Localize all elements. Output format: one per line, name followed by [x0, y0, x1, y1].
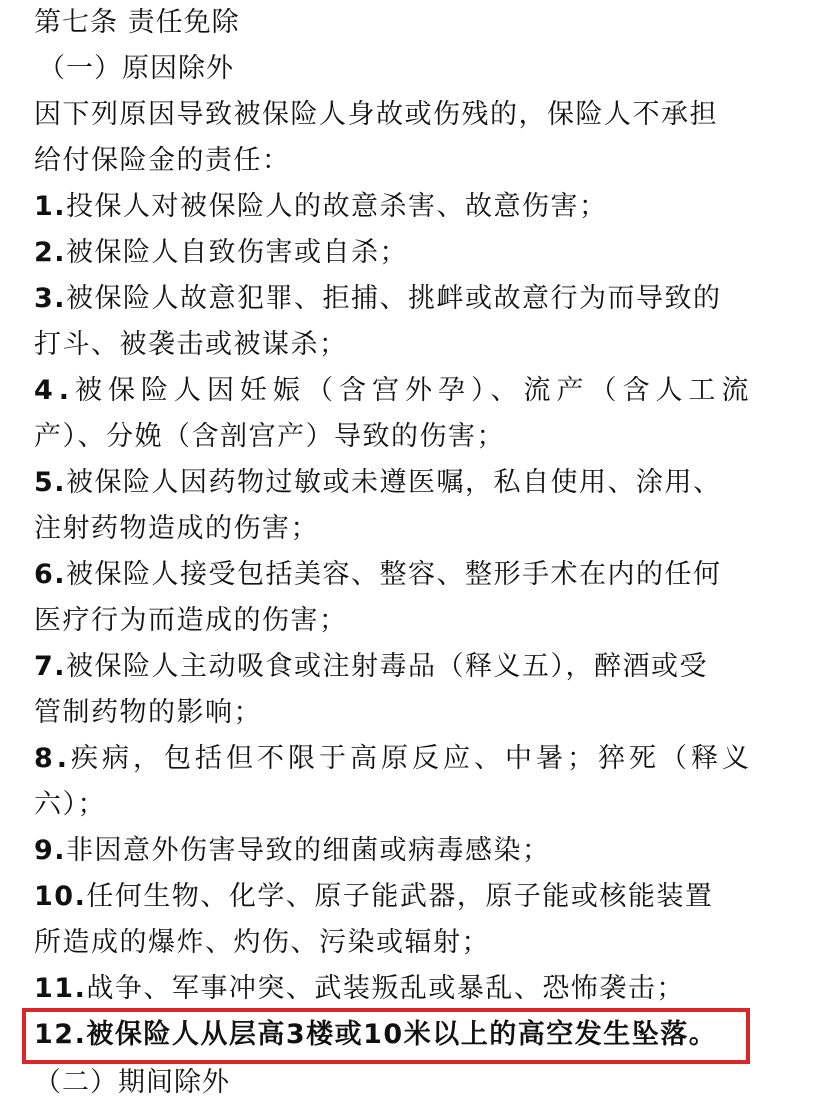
item-text: 战争、军事冲突、武装叛乱或暴乱、恐怖袭击；	[86, 973, 685, 1004]
item-text: 投保人对被保险人的故意杀害、故意伤害；	[66, 191, 608, 222]
document-body	[34, 0, 804, 1058]
list-item	[34, 368, 804, 460]
item-number: 5.	[34, 467, 67, 498]
highlight-box	[22, 1008, 750, 1064]
item-text: 被保险人自致伤害或自杀；	[66, 237, 409, 268]
item-text-continued: 管制药物的影响；	[34, 697, 262, 728]
item-text: 被保险人故意犯罪、拒捕、挑衅或故意行为而导致的	[66, 283, 722, 314]
list-item	[34, 874, 804, 966]
item-text-continued: 所造成的爆炸、灼伤、污染或辐射；	[34, 927, 490, 958]
item-text-continued: 注射药物造成的伤害；	[34, 513, 319, 544]
item-number: 12.	[34, 1019, 87, 1050]
list-item	[34, 736, 804, 828]
item-text: 非因意外伤害导致的细菌或病毒感染；	[66, 835, 551, 866]
item-number: 1.	[34, 191, 67, 222]
item-text-continued: 医疗行为而造成的伤害；	[34, 605, 348, 636]
item-text: 被保险人主动吸食或注射毒品（释义五），醉酒或受	[66, 651, 709, 682]
list-item	[34, 828, 804, 874]
item-text-continued: 打斗、被袭击或被谋杀；	[34, 329, 348, 360]
list-item	[34, 460, 804, 552]
item-number: 2.	[34, 237, 67, 268]
list-item	[34, 276, 804, 368]
item-text: 疾病，包括但不限于高原反应、中暑；猝死（释义	[71, 743, 754, 774]
item-number: 11.	[34, 973, 87, 1004]
item-number: 9.	[34, 835, 67, 866]
item-text-continued: 六）；	[34, 789, 106, 820]
item-number: 10.	[34, 881, 87, 912]
item-number: 3.	[34, 283, 67, 314]
article-title: 第七条 责任免除	[34, 7, 240, 38]
item-text: 任何生物、化学、原子能武器，原子能或核能装置	[86, 881, 714, 912]
item-number: 6.	[34, 559, 67, 590]
item-number: 8.	[34, 743, 72, 774]
intro-line: 给付保险金的责任：	[34, 145, 291, 176]
item-text: 被保险人因药物过敏或未遵医嘱，私自使用、涂用、	[66, 467, 722, 498]
list-item	[34, 966, 804, 1012]
list-item	[34, 184, 804, 230]
item-number: 4.	[34, 375, 76, 406]
list-item	[34, 552, 804, 644]
list-item	[34, 230, 804, 276]
item-text-continued: 产）、分娩（含剖宫产）导致的伤害；	[34, 421, 505, 452]
item-text: 被保险人因妊娠（含宫外孕）、流产（含人工流	[75, 375, 755, 406]
item-text: 被保险人从层高3楼或10米以上的高空发生坠落。	[86, 1019, 718, 1050]
item-number: 7.	[34, 651, 67, 682]
next-section-title-partial: （二）期间除外	[34, 1067, 230, 1098]
item-text: 被保险人接受包括美容、整容、整形手术在内的任何	[66, 559, 722, 590]
intro-line: 因下列原因导致被保险人身故或伤残的，保险人不承担	[34, 99, 718, 130]
section-title: （一）原因除外	[38, 53, 234, 84]
list-item	[34, 644, 804, 736]
